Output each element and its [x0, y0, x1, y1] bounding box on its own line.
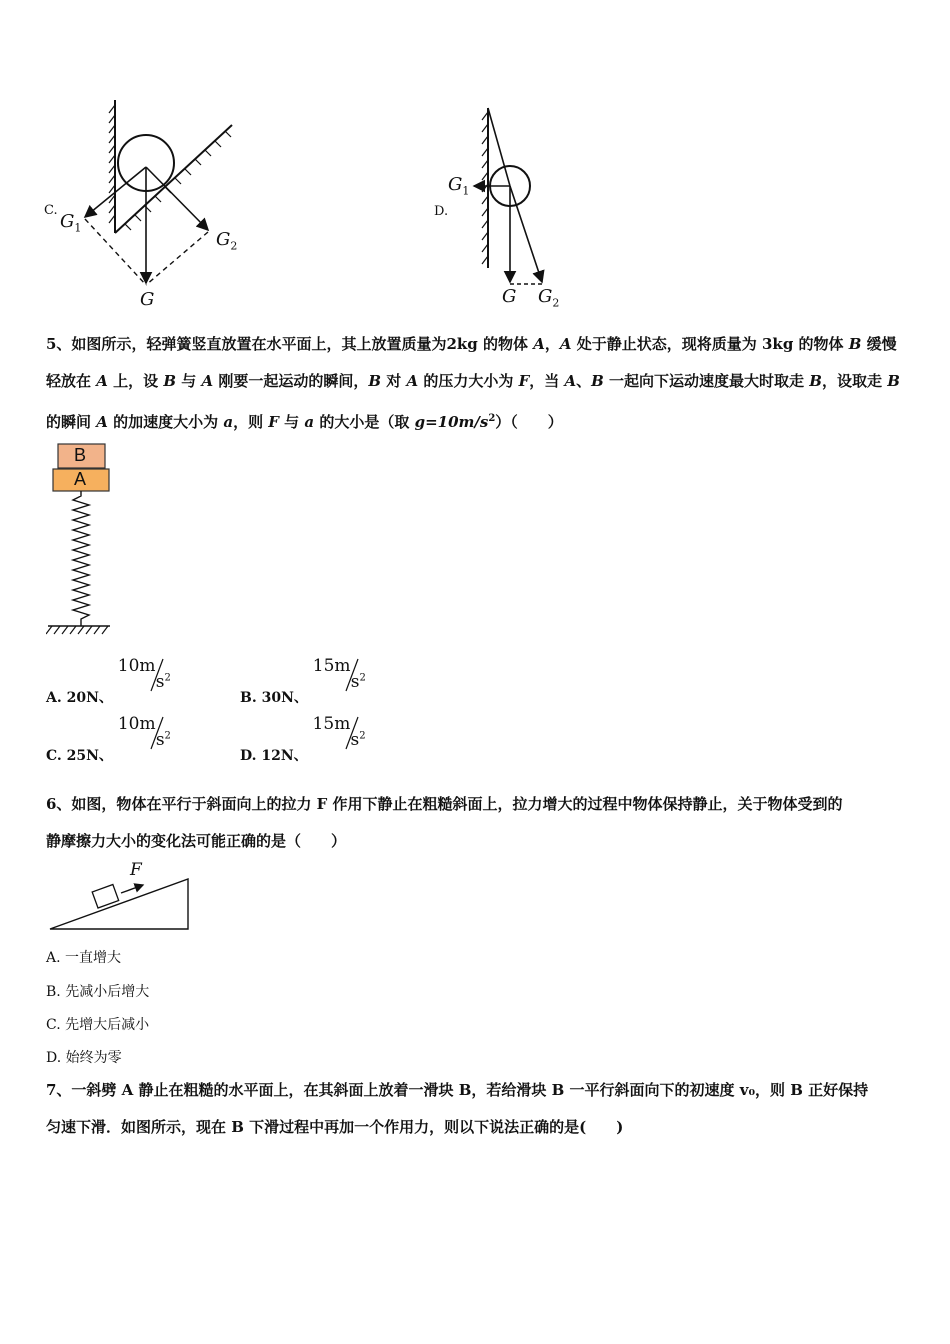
option-label: C. 25N、 [46, 748, 113, 764]
q6-option-d[interactable]: D. 始终为零 [46, 1050, 122, 1066]
g1-label: $G_1$ [60, 211, 82, 235]
block-a-label: A [74, 469, 87, 489]
figure-d-diagram [430, 100, 590, 315]
d-g1-label: $G_1$ [448, 174, 470, 198]
question-6-text: 6、如图，物体在平行于斜面向上的拉力 F 作用下静止在粗糙斜面上，拉力增大的过程中物体保持静止，关于物体受到的 静摩擦力大小的变化法可能正确的是（ ） [46, 795, 843, 850]
option-d-label: D. [434, 204, 449, 219]
question-5-text: 5、如图所示，轻弹簧竖直放置在水平面上，其上放置质量为2kg 的物体 A，A 处于静止状态，现将质量为 3kg 的物体 B 缓慢轻放在 A 上，设 B 与 A 刚要一起运动的瞬间，B 对 A 的压力大小为 F，当 A、B 一起向下运动速度最大时取走 B，设取走 B 的瞬间 A 的加速度大小为 a，则 F 与 a 的大小是（取 $g=10m/s^2$）（ ） [46, 335, 900, 431]
figure-d [430, 100, 590, 315]
figure-c-diagram [40, 95, 260, 315]
q5-option-d[interactable] [240, 714, 383, 765]
unit-fraction: 10m $s^2$ [117, 714, 171, 750]
option-label: B. 30N、 [240, 690, 308, 706]
incline-diagram [46, 860, 196, 935]
option-c-label: C. [44, 203, 58, 218]
force-f-label: F [130, 860, 142, 880]
incline-figure [46, 860, 196, 935]
d-g-label: G [502, 286, 517, 307]
spring-figure [46, 442, 126, 642]
option-label: A. 20N、 [46, 690, 113, 706]
q6-option-c[interactable]: C. 先增大后减小 [46, 1017, 150, 1033]
q6-option-a[interactable]: A. 一直增大 [46, 950, 122, 966]
unit-fraction: 15m $s^2$ [312, 714, 366, 750]
g2-label: $G_2$ [216, 229, 238, 253]
figure-c [40, 95, 260, 315]
option-label: D. 12N、 [240, 748, 308, 764]
d-g2-label: $G_2$ [538, 286, 560, 310]
block-b-label: B [74, 445, 87, 465]
g-label: G [140, 289, 155, 310]
q6-option-b[interactable]: B. 先减小后增大 [46, 984, 150, 1000]
q5-option-a[interactable] [46, 656, 188, 707]
q5-option-c[interactable] [46, 714, 188, 765]
unit-fraction: 10m $s^2$ [117, 656, 171, 692]
unit-fraction: 15m $s^2$ [312, 656, 366, 692]
q5-option-b[interactable] [240, 656, 383, 707]
question-7-text: 7、一斜劈 A 静止在粗糙的水平面上，在其斜面上放着一滑块 B，若给滑块 B 一平行斜面向下的初速度 v₀，则 B 正好保持 匀速下滑．如图所示，现在 B 下滑过程中再加一个作用力，则以下说法正确的是( ) [46, 1081, 869, 1136]
